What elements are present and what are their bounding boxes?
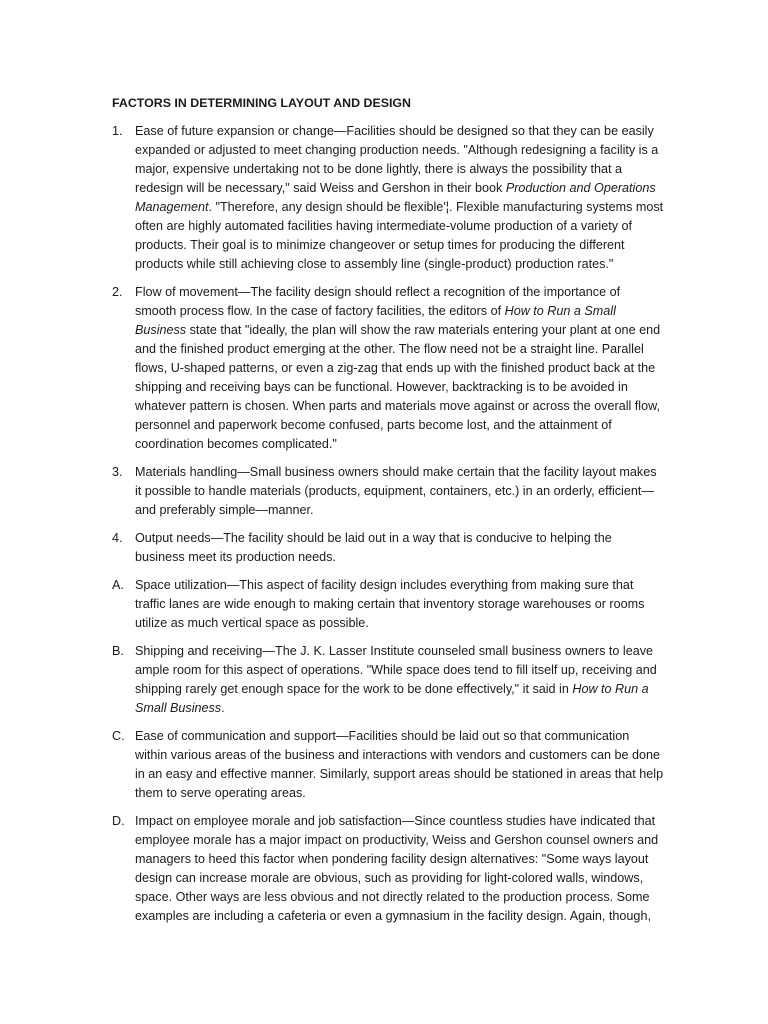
book-title: How to Run a Small Business — [135, 682, 649, 715]
text-segment: . — [221, 701, 225, 715]
list-item-text — [135, 122, 664, 274]
text-segment: Flow of movement—The facility design should reflect a recognition of the importance of smooth process flow. In the case of factory facilities, the editors of — [135, 285, 621, 318]
list-item-marker: 1. — [112, 124, 123, 138]
factor-list — [112, 122, 664, 926]
list-item — [112, 576, 664, 633]
list-item-marker: A. — [112, 578, 124, 592]
list-item-marker: C. — [112, 729, 125, 743]
list-item-text — [135, 727, 664, 803]
list-item-text — [135, 283, 664, 454]
list-item — [112, 529, 664, 567]
text-segment: Output needs—The facility should be laid out in a way that is conducive to helping the business meet its production needs. — [135, 531, 612, 564]
list-item-marker: B. — [112, 644, 124, 658]
text-segment: Space utilization—This aspect of facility design includes everything from making sure that traffic lanes are wide enough to making certain that inventory storage warehouses or rooms utilize as much vertical space as possible. — [135, 578, 645, 630]
text-segment: Impact on employee morale and job satisfaction—Since countless studies have indicated that employee morale has a major impact on productivity, Weiss and Gershon counsel owners and managers to heed this factor when pondering facility design alternatives: "Some ways layout design can increase morale are obvious, such as providing for light-colored walls, windows, space. Other ways are less obvious and not directly related to the production process. Some examples are including a cafeteria or even a gymnasium in the facility design. Again, though, — [135, 814, 659, 923]
list-item-text — [135, 642, 664, 718]
list-item — [112, 463, 664, 520]
list-item-text — [135, 576, 664, 633]
book-title: Production and Operations Management — [135, 181, 656, 214]
text-segment: Ease of communication and support—Facilities should be laid out so that communication within various areas of the business and interactions with vendors and customers can be done in an easy and effective manner. Similarly, support areas should be stationed in areas that help them to serve operating areas. — [135, 729, 664, 800]
list-item-marker: D. — [112, 814, 125, 828]
book-title: How to Run a Small Business — [135, 304, 616, 337]
document-heading: FACTORS IN DETERMINING LAYOUT AND DESIGN — [112, 96, 412, 110]
list-item-text — [135, 529, 664, 567]
list-item — [112, 812, 664, 926]
list-item — [112, 283, 664, 454]
list-item-marker: 3. — [112, 465, 123, 479]
list-item-text — [135, 812, 664, 926]
list-item — [112, 642, 664, 718]
list-item — [112, 727, 664, 803]
text-segment: . "Therefore, any design should be flexible'¦. Flexible manufacturing systems most often are highly automated facilities having intermediate-volume production of a variety of products. Their goal is to minimize changeover or setup times for producing the different products while still achieving close to assembly line (single-product) production rates." — [135, 200, 664, 271]
list-item-marker: 4. — [112, 531, 123, 545]
text-segment: state that "ideally, the plan will show the raw materials entering your plant at one end and the finished product emerging at the other. The flow need not be a straight line. Parallel flows, U-shaped patterns, or even a zig-zag that ends up with the finished product back at the shipping and receiving bays can be functional. However, backtracking is to be avoided in whatever pattern is chosen. When parts and materials move against or across the overall flow, personnel and paperwork become confused, parts become lost, and the attainment of coordination becomes complicated." — [135, 323, 661, 451]
list-item-text — [135, 463, 664, 520]
text-segment: Shipping and receiving—The J. K. Lasser Institute counseled small business owners to leave ample room for this aspect of operations. "While space does tend to fill itself up, receiving and shipping rarely get enough space for the work to be done effectively," it said in — [135, 644, 657, 696]
text-segment: Materials handling—Small business owners should make certain that the facility layout makes it possible to handle materials (products, equipment, containers, etc.) in an orderly, efficient—and preferably simple—manner. — [135, 465, 657, 517]
list-item-marker: 2. — [112, 285, 123, 299]
text-segment: Ease of future expansion or change—Facilities should be designed so that they can be easily expanded or adjusted to meet changing production needs. "Although redesigning a facility is a major, expensive undertaking not to be done lightly, there is always the possibility that a redesign will be necessary," said Weiss and Gershon in their book — [135, 124, 659, 195]
list-item — [112, 122, 664, 274]
